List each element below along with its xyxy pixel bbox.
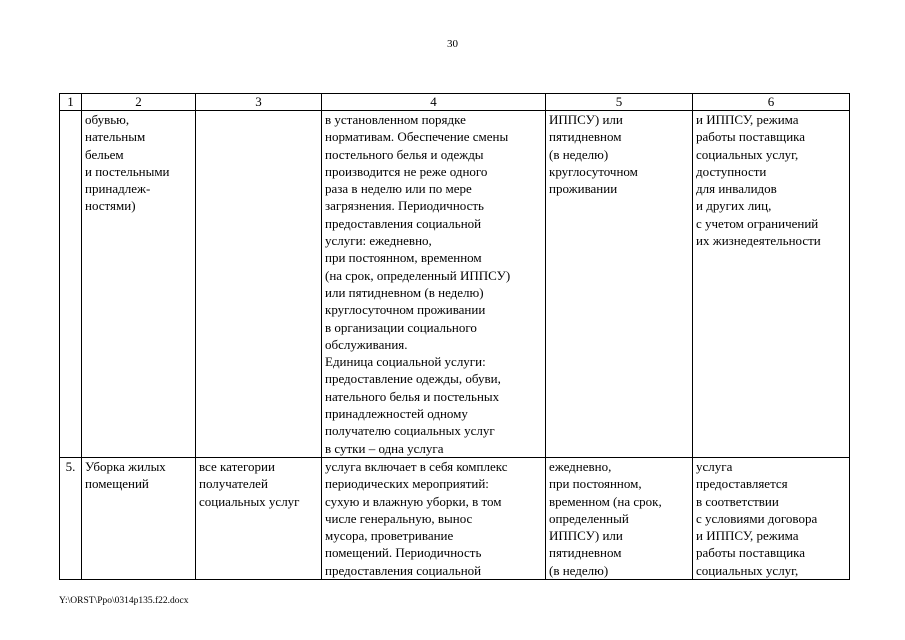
service-description-cell: услуга включает в себя комплекс периодических мероприятий: сухую и влажную уборки, в том числе генеральную, вынос мусора, проветривание помещений. Периодичность предоставления социальной xyxy=(322,457,546,579)
service-period-cell: ежедневно, при постоянном, временном (на срок, определенный ИППСУ) или пятидневном (в неделю) xyxy=(546,457,693,579)
table-header-row xyxy=(60,94,850,111)
service-description-cell: в установленном порядке нормативам. Обеспечение смены постельного белья и одежды производится не реже одного раза в неделю или по мере загрязнения. Периодичность предоставления социальной услуги: ежедневно, при постоянном, временном (на срок, определенный ИППСУ) или пятидневном (в неделю) круглосуточном проживании в организации социального обслуживания. Единица социальной услуги: предоставление одежды, обуви, нательного белья и постельных принадлежностей одному получателю социальных услуг в сутки – одна услуга xyxy=(322,111,546,458)
table-row xyxy=(60,111,850,458)
service-name-cell: обувью, нательным бельем и постельными принадлеж- ностями) xyxy=(82,111,196,458)
column-number-cell: 2 xyxy=(82,94,196,111)
service-conditions-cell: и ИППСУ, режима работы поставщика социальных услуг, доступности для инвалидов и других лиц, с учетом ограничений их жизнедеятельности xyxy=(693,111,850,458)
row-number-cell xyxy=(60,111,82,458)
recipient-category-cell xyxy=(196,111,322,458)
footer-file-path: Y:\ORST\Ppo\0314p135.f22.docx xyxy=(59,596,189,606)
column-number-cell: 3 xyxy=(196,94,322,111)
services-table xyxy=(59,93,850,580)
table-row xyxy=(60,457,850,579)
column-number-cell: 5 xyxy=(546,94,693,111)
row-number-cell: 5. xyxy=(60,457,82,579)
page-number: 30 xyxy=(447,38,458,50)
column-number-cell: 1 xyxy=(60,94,82,111)
service-conditions-cell: услуга предоставляется в соответствии с условиями договора и ИППСУ, режима работы поставщика социальных услуг, xyxy=(693,457,850,579)
recipient-category-cell: все категории получателей социальных услуг xyxy=(196,457,322,579)
column-number-cell: 4 xyxy=(322,94,546,111)
service-period-cell: ИППСУ) или пятидневном (в неделю) круглосуточном проживании xyxy=(546,111,693,458)
service-name-cell: Уборка жилых помещений xyxy=(82,457,196,579)
column-number-cell: 6 xyxy=(693,94,850,111)
